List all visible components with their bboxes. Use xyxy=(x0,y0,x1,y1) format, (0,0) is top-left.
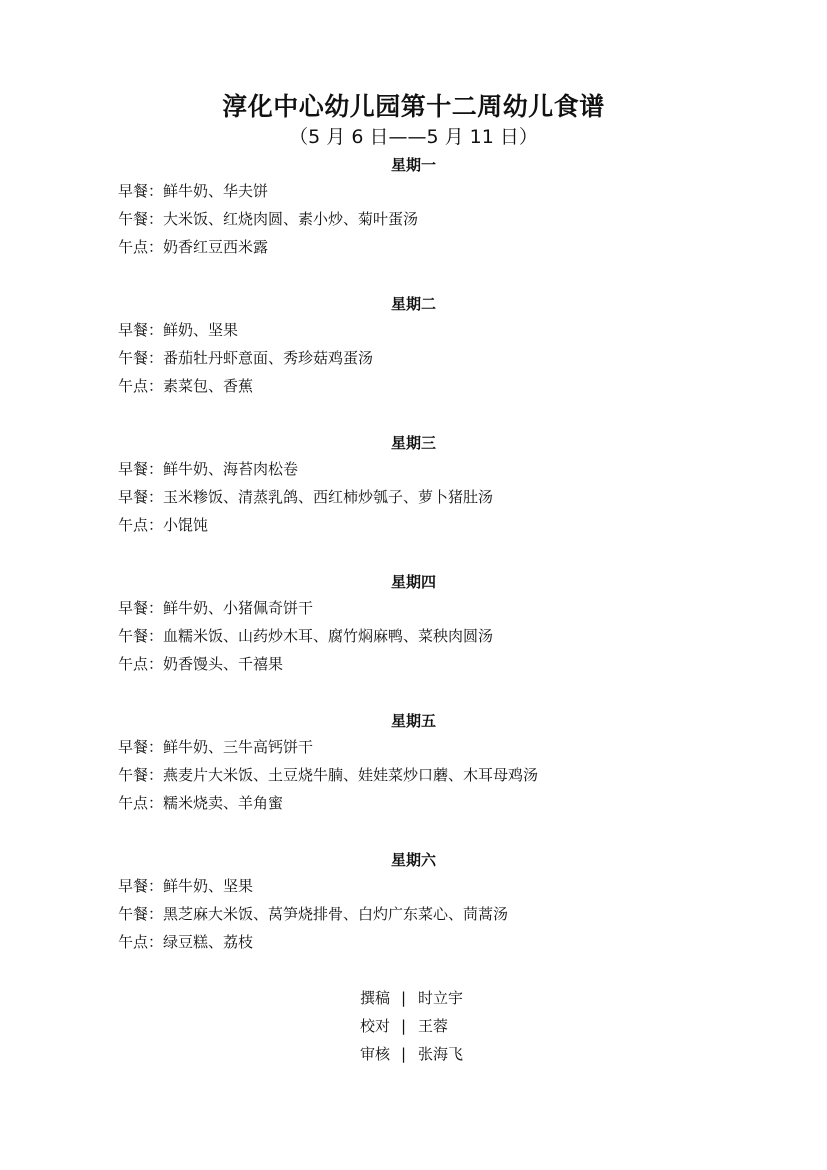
meal-label: 午餐： xyxy=(118,349,164,367)
credit-separator: | xyxy=(401,989,407,1007)
meal-label: 午点： xyxy=(118,655,164,673)
meal-items: 绿豆糕、荔枝 xyxy=(163,933,254,951)
meal-items: 鲜牛奶、海苔肉松卷 xyxy=(163,460,299,478)
meal-items: 鲜牛奶、华夫饼 xyxy=(163,182,269,200)
date-range-subtitle: （5 月 6 日——5 月 11 日） xyxy=(289,126,538,148)
meal-row xyxy=(118,932,827,960)
day-section-wednesday xyxy=(0,433,827,543)
meal-items: 玉米糁饭、清蒸乳鸽、西红柿炒瓠子、萝卜猪肚汤 xyxy=(163,488,494,506)
credit-person: 王蓉 xyxy=(418,1017,449,1035)
meal-items: 燕麦片大米饭、土豆烧牛腩、娃娃菜炒口蘑、木耳母鸡汤 xyxy=(163,766,539,784)
meal-label: 早餐： xyxy=(118,599,164,617)
meal-row xyxy=(118,765,827,793)
page-title: 淳化中心幼儿园第十二周幼儿食谱 xyxy=(222,92,605,121)
day-section-monday xyxy=(0,155,827,265)
meal-label: 早餐： xyxy=(118,182,164,200)
meal-label: 早餐： xyxy=(118,738,164,756)
meal-row xyxy=(118,654,827,682)
day-heading: 星期二 xyxy=(390,295,436,313)
credit-role: 校对 xyxy=(360,1017,391,1035)
meal-items: 素菜包、香蕉 xyxy=(163,377,254,395)
meal-row xyxy=(118,320,827,348)
meal-label: 午餐： xyxy=(118,766,164,784)
meal-label: 午点： xyxy=(118,377,164,395)
credit-separator: | xyxy=(401,1017,407,1035)
meal-items: 糯米烧卖、羊角蜜 xyxy=(163,794,284,812)
credit-role: 撰稿 xyxy=(360,989,391,1007)
day-heading: 星期三 xyxy=(390,434,436,452)
meal-label: 午餐： xyxy=(118,905,164,923)
meal-items: 番茄牡丹虾意面、秀珍菇鸡蛋汤 xyxy=(163,349,374,367)
meal-row xyxy=(118,181,827,209)
credit-row-writer xyxy=(0,988,827,1016)
day-heading: 星期四 xyxy=(390,573,436,591)
day-heading: 星期一 xyxy=(390,156,436,174)
meal-label: 午点： xyxy=(118,794,164,812)
meal-label: 早餐： xyxy=(118,877,164,895)
meal-items: 黑芝麻大米饭、莴笋烧排骨、白灼广东菜心、茼蒿汤 xyxy=(163,905,509,923)
meal-row xyxy=(118,737,827,765)
meal-label: 早餐： xyxy=(118,488,164,506)
credit-row-reviewer xyxy=(0,1044,827,1072)
credit-role: 审核 xyxy=(360,1045,391,1063)
meal-items: 大米饭、红烧肉圆、素小炒、菊叶蛋汤 xyxy=(163,210,419,228)
credit-person: 张海飞 xyxy=(418,1045,464,1063)
day-section-thursday xyxy=(0,572,827,682)
credit-person: 时立宇 xyxy=(418,989,464,1007)
meal-items: 小馄饨 xyxy=(163,516,209,534)
meal-items: 奶香馒头、千禧果 xyxy=(163,655,284,673)
meal-label: 早餐： xyxy=(118,321,164,339)
meal-items: 鲜牛奶、坚果 xyxy=(163,877,254,895)
meal-row xyxy=(118,626,827,654)
meal-row xyxy=(118,348,827,376)
meal-row xyxy=(118,459,827,487)
meal-items: 鲜牛奶、小猪佩奇饼干 xyxy=(163,599,314,617)
credit-row-proofreader xyxy=(0,1016,827,1044)
meal-items: 鲜奶、坚果 xyxy=(163,321,239,339)
credits-block xyxy=(0,988,827,1072)
day-section-tuesday xyxy=(0,294,827,404)
meal-items: 鲜牛奶、三牛高钙饼干 xyxy=(163,738,314,756)
meal-row xyxy=(118,598,827,626)
meal-items: 血糯米饭、山药炒木耳、腐竹焖麻鸭、菜秧肉圆汤 xyxy=(163,627,494,645)
meal-label: 早餐： xyxy=(118,460,164,478)
day-heading: 星期五 xyxy=(390,712,436,730)
meal-row xyxy=(118,515,827,543)
meal-label: 午餐： xyxy=(118,210,164,228)
meal-label: 午餐： xyxy=(118,627,164,645)
credit-separator: | xyxy=(401,1045,407,1063)
meal-items: 奶香红豆西米露 xyxy=(163,238,269,256)
meal-row xyxy=(118,487,827,515)
meal-row xyxy=(118,793,827,821)
meal-row xyxy=(118,376,827,404)
meal-label: 午点： xyxy=(118,516,164,534)
meal-label: 午点： xyxy=(118,933,164,951)
day-section-saturday xyxy=(0,850,827,960)
meal-row xyxy=(118,904,827,932)
meal-row xyxy=(118,237,827,265)
meal-row xyxy=(118,876,827,904)
meal-label: 午点： xyxy=(118,238,164,256)
day-heading: 星期六 xyxy=(390,851,436,869)
meal-row xyxy=(118,209,827,237)
day-section-friday xyxy=(0,711,827,821)
